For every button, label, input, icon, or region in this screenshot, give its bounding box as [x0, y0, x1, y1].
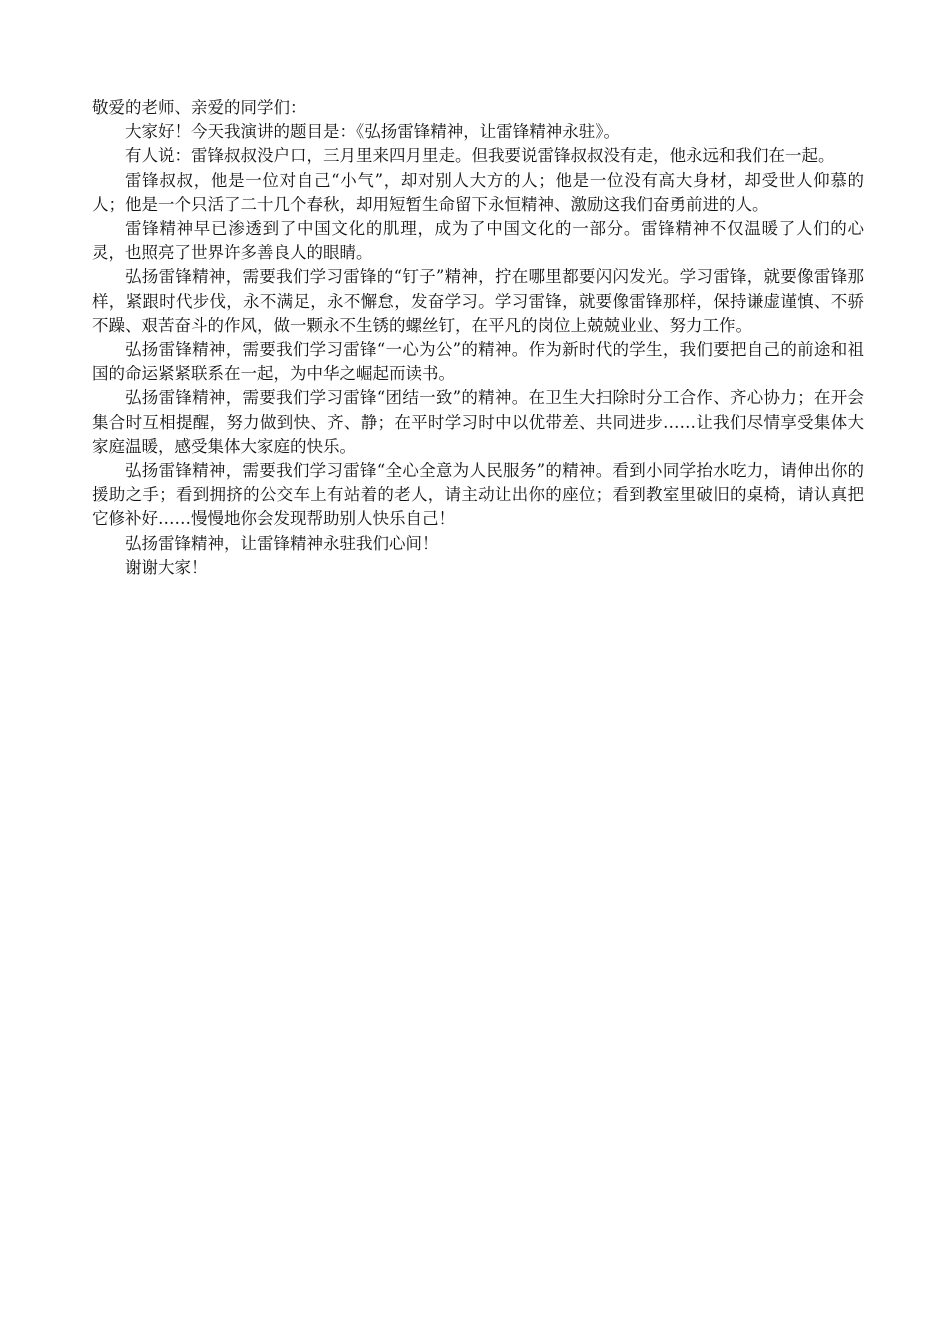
paragraph-unity-spirit: 弘扬雷锋精神，需要我们学习雷锋“团结一致”的精神。在卫生大扫除时分工合作、齐心协力；在开会集合时互相提醒，努力做到快、齐、静；在平时学习时中以优带差、共同进步……让我们尽情享受集体大家庭温暖，感受集体大家庭的快乐。	[92, 388, 864, 456]
speech-document	[92, 96, 864, 580]
paragraph-closing: 弘扬雷锋精神，让雷锋精神永驻我们心间！	[125, 533, 439, 553]
paragraph-thanks: 谢谢大家！	[125, 557, 208, 577]
paragraph-public-spirit: 弘扬雷锋精神，需要我们学习雷锋“一心为公”的精神。作为新时代的学生，我们要把自己的前途和祖国的命运紧紧联系在一起，为中华之崛起而读书。	[92, 340, 864, 384]
paragraph-nail-spirit: 弘扬雷锋精神，需要我们学习雷锋的“钉子”精神，拧在哪里都要闪闪发光。学习雷锋，就要像雷锋那样，紧跟时代步伐，永不满足，永不懈怠，发奋学习。学习雷锋，就要像雷锋那样，保持谦虚谨慎、不骄不躁、艰苦奋斗的作风，做一颗永不生锈的螺丝钉，在平凡的岗位上兢兢业业、努力工作。	[92, 267, 864, 335]
paragraph-uncle-leifeng: 雷锋叔叔，他是一位对自己“小气”，却对别人大方的人；他是一位没有高大身材，却受世人仰慕的人；他是一个只活了二十几个春秋，却用短暂生命留下永恒精神、激励这我们奋勇前进的人。	[92, 170, 864, 214]
paragraph-serve-people: 弘扬雷锋精神，需要我们学习雷锋“全心全意为人民服务”的精神。看到小同学抬水吃力，请伸出你的援助之手；看到拥挤的公交车上有站着的老人，请主动让出你的座位；看到教室里破旧的桌椅，请认真把它修补好……慢慢地你会发现帮助别人快乐自己！	[92, 461, 864, 529]
paragraph-some-say: 有人说：雷锋叔叔没户口，三月里来四月里走。但我要说雷锋叔叔没有走，他永远和我们在一起。	[125, 146, 835, 166]
paragraph-chinese-culture: 雷锋精神早已渗透到了中国文化的肌理，成为了中国文化的一部分。雷锋精神不仅温暖了人们的心灵，也照亮了世界许多善良人的眼睛。	[92, 219, 864, 263]
salutation: 敬爱的老师、亲爱的同学们：	[92, 98, 307, 117]
paragraph-greeting: 大家好！今天我演讲的题目是：《弘扬雷锋精神，让雷锋精神永驻》。	[125, 122, 620, 142]
